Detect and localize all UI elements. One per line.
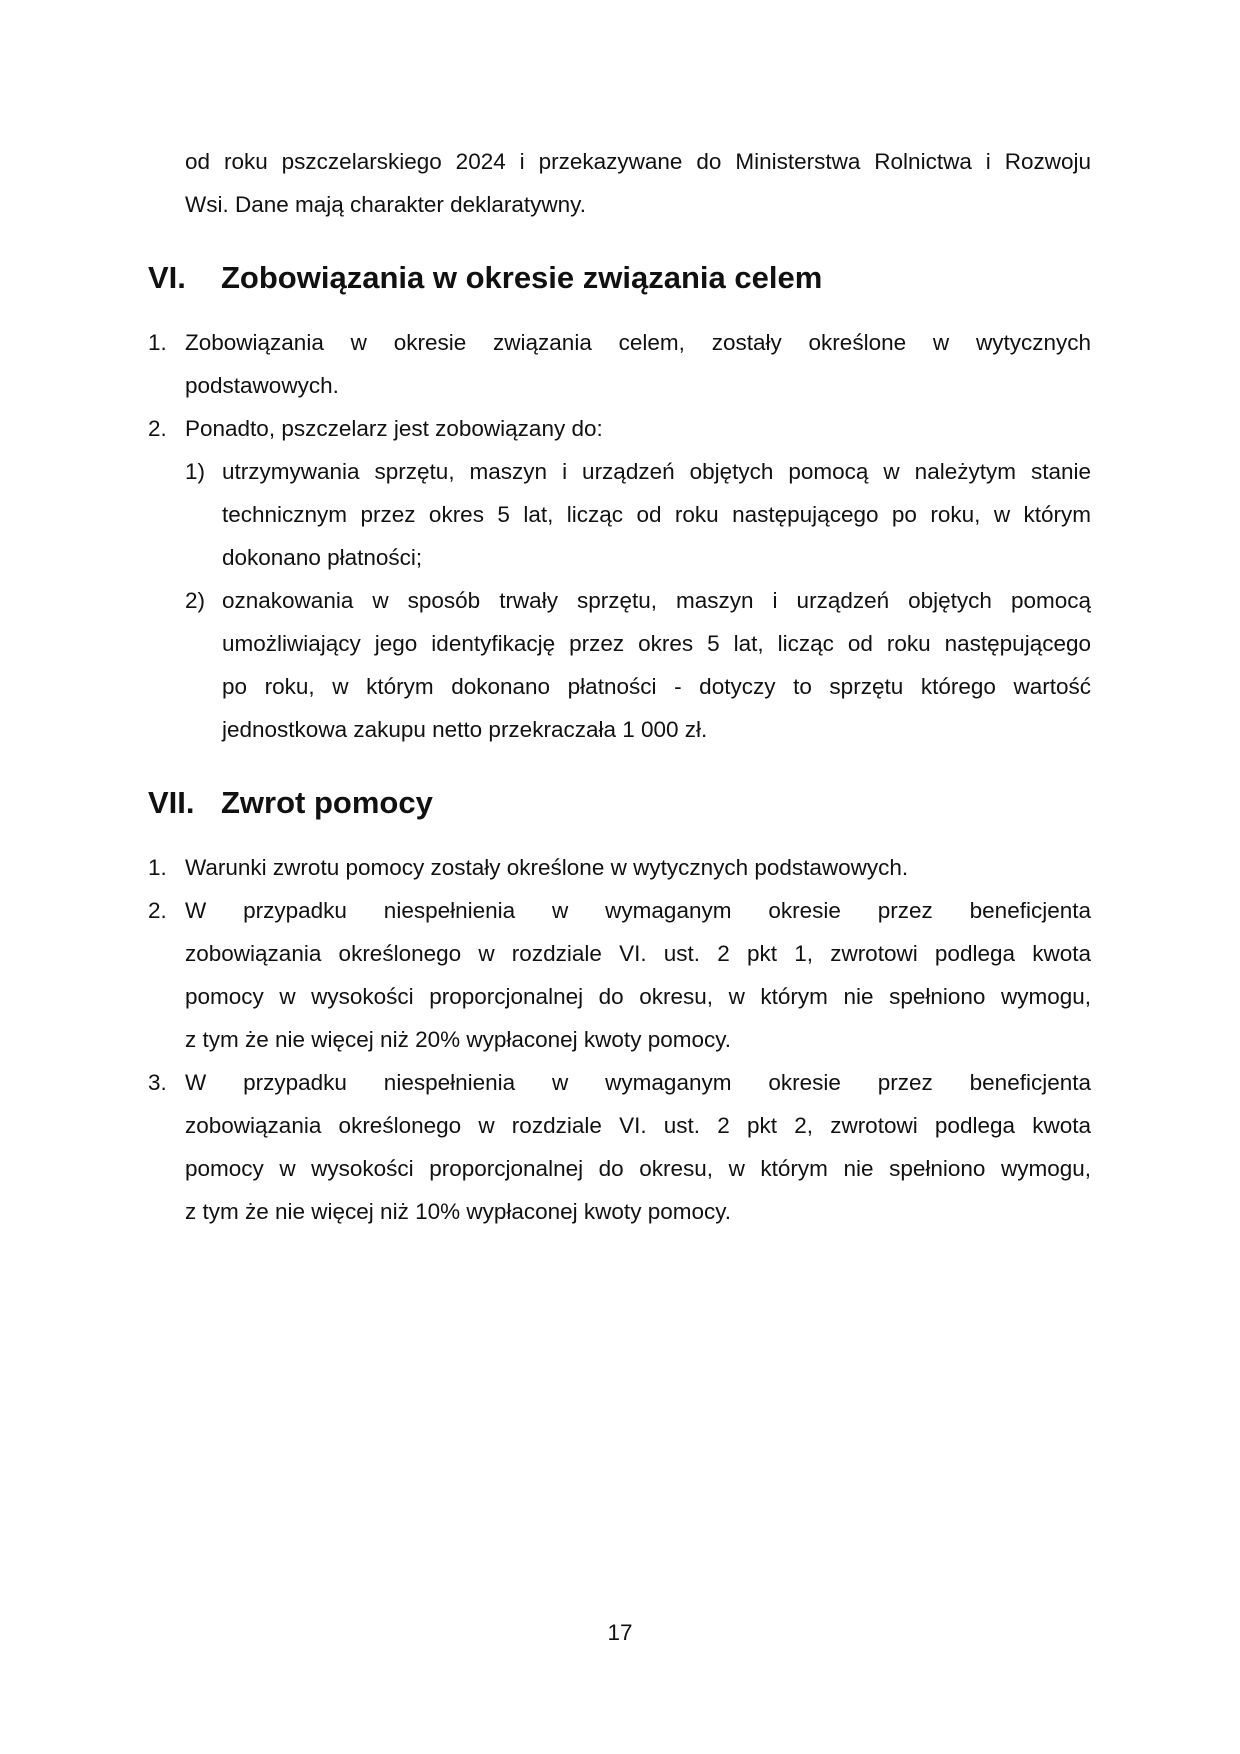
list-item-line: Zobowiązania w okresie związania celem, zostały określone w wytycznych <box>185 330 1091 355</box>
list-item-line: pomocy w wysokości proporcjonalnej do okresu, w którym nie spełniono wymogu, <box>185 984 1091 1009</box>
list-item-line: z tym że nie więcej niż 10% wypłaconej kwoty pomocy. <box>185 1199 732 1224</box>
sublist-marker: 2) <box>185 588 206 613</box>
list-marker: 2. <box>148 416 167 441</box>
list-marker: 3. <box>148 1070 167 1095</box>
sublist-item-line: po roku, w którym dokonano płatności - dotyczy to sprzętu którego wartość <box>222 674 1091 699</box>
sublist-item-line: technicznym przez okres 5 lat, licząc od roku następującego po roku, w którym <box>222 502 1091 527</box>
list-item-line: zobowiązania określonego w rozdziale VI. ust. 2 pkt 2, zwrotowi podlega kwota <box>185 1113 1091 1138</box>
list-item-line: zobowiązania określonego w rozdziale VI. ust. 2 pkt 1, zwrotowi podlega kwota <box>185 941 1091 966</box>
section-title: Zobowiązania w okresie związania celem <box>221 260 823 295</box>
paragraph-line: Wsi. Dane mają charakter deklaratywny. <box>185 192 586 217</box>
list-item-line: Ponadto, pszczelarz jest zobowiązany do: <box>185 416 603 441</box>
list-item-line: podstawowych. <box>185 373 339 398</box>
list-marker: 1. <box>148 330 167 355</box>
section-number: VI. <box>148 260 186 295</box>
list-item-line: Warunki zwrotu pomocy zostały określone w wytycznych podstawowych. <box>185 855 909 880</box>
page-number: 17 <box>607 1620 633 1645</box>
list-item-line: W przypadku niespełnienia w wymaganym okresie przez beneficjenta <box>185 1070 1091 1095</box>
sublist-item-line: jednostkowa zakupu netto przekraczała 1 000 zł. <box>222 717 708 742</box>
paragraph-line: od roku pszczelarskiego 2024 i przekazywane do Ministerstwa Rolnictwa i Rozwoju <box>185 149 1091 174</box>
list-item-line: z tym że nie więcej niż 20% wypłaconej kwoty pomocy. <box>185 1027 732 1052</box>
sublist-item-line: oznakowania w sposób trwały sprzętu, maszyn i urządzeń objętych pomocą <box>222 588 1091 613</box>
sublist-item-line: dokonano płatności; <box>222 545 423 570</box>
list-marker: 2. <box>148 898 167 923</box>
list-marker: 1. <box>148 855 167 880</box>
section-number: VII. <box>148 785 195 820</box>
sublist-item-line: umożliwiający jego identyfikację przez okres 5 lat, licząc od roku następującego <box>222 631 1091 656</box>
sublist-item-line: utrzymywania sprzętu, maszyn i urządzeń objętych pomocą w należytym stanie <box>222 459 1091 484</box>
sublist-marker: 1) <box>185 459 206 484</box>
list-item-line: pomocy w wysokości proporcjonalnej do okresu, w którym nie spełniono wymogu, <box>185 1156 1091 1181</box>
list-item-line: W przypadku niespełnienia w wymaganym okresie przez beneficjenta <box>185 898 1091 923</box>
section-title: Zwrot pomocy <box>221 785 433 820</box>
